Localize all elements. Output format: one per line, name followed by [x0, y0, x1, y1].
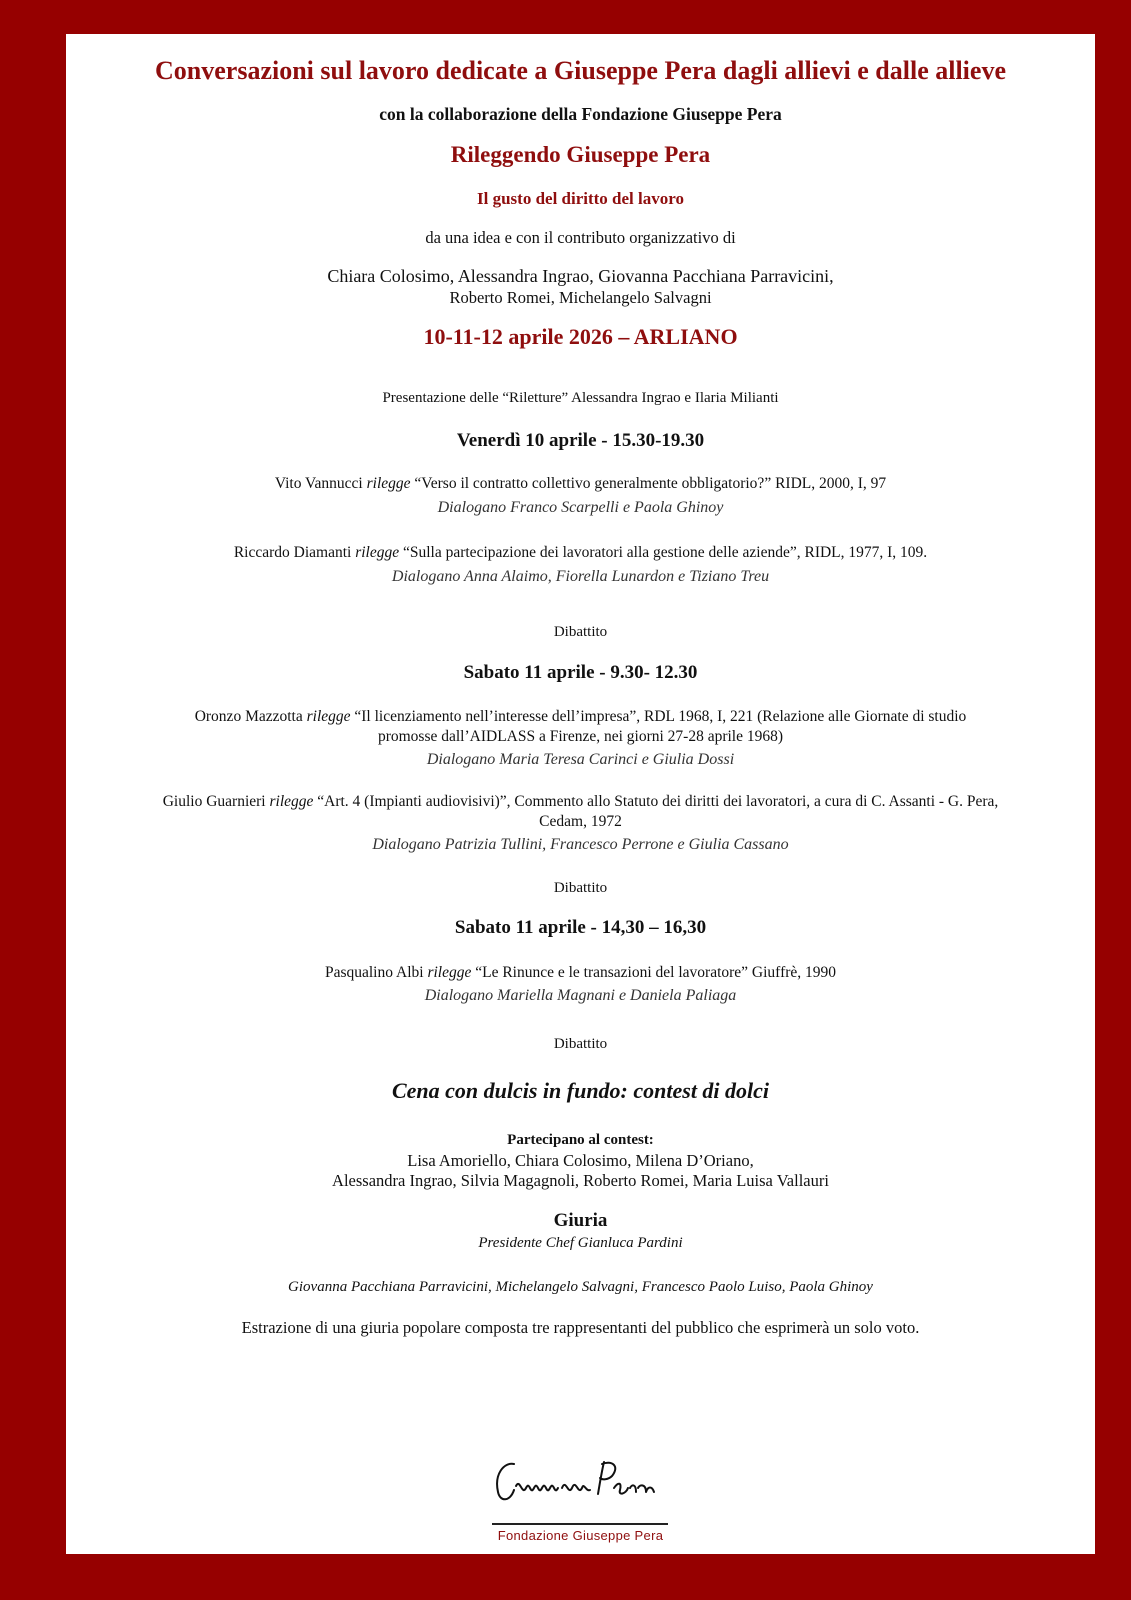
- participants-line-1: Lisa Amoriello, Chiara Colosimo, Milena D’Oriano,: [407, 1151, 754, 1170]
- talk-speaker: Vito Vannucci: [274, 475, 363, 492]
- talk-line: [66, 793, 1095, 811]
- organizers-line-1: Chiara Colosimo, Alessandra Ingrao, Giovanna Pacchiana Parravicini,: [327, 266, 834, 286]
- idea-line: da una idea e con il contributo organizzativo di: [425, 228, 736, 247]
- talk-verb: rilegge: [366, 475, 411, 492]
- talk-line: [66, 708, 1095, 726]
- foundation-name: Fondazione Giuseppe Pera: [497, 1528, 664, 1543]
- talk-text: “Art. 4 (Impianti audiovisivi)”, Commento allo Statuto dei diritti dei lavoratori, a cura di C. Assanti - G. Pera,: [317, 793, 999, 810]
- talk-text: “Verso il contratto collettivo generalmente obbligatorio?” RIDL, 2000, I, 97: [414, 475, 887, 492]
- organizers-line-2: Roberto Romei, Michelangelo Salvagni: [449, 288, 712, 307]
- participants-line-2: Alessandra Ingrao, Silvia Magagnoli, Roberto Romei, Maria Luisa Vallauri: [332, 1171, 829, 1190]
- popular-jury-line: Estrazione di una giuria popolare composta tre rappresentanti del pubblico che esprimerà un solo voto.: [241, 1318, 920, 1337]
- session-heading: Sabato 11 aprile - 14,30 – 16,30: [454, 917, 707, 938]
- talk-line: [66, 964, 1095, 982]
- talk-text: “Le Rinunce e le transazioni del lavoratore” Giuffrè, 1990: [475, 964, 837, 981]
- talk-dialogue: Dialogano Patrizia Tullini, Francesco Perrone e Giulia Cassano: [372, 836, 789, 853]
- event-date-place: 10-11-12 aprile 2026 – ARLIANO: [423, 324, 738, 349]
- session-heading: Sabato 11 aprile - 9.30- 12.30: [463, 662, 698, 683]
- signature-image: [486, 1452, 676, 1522]
- talk-dialogue: Dialogano Maria Teresa Carinci e Giulia Dossi: [426, 751, 735, 768]
- participants-label: Partecipano al contest:: [507, 1132, 654, 1148]
- talk-line: [66, 475, 1095, 493]
- talk-verb: rilegge: [269, 793, 314, 810]
- talk-speaker: Pasqualino Albi: [324, 964, 424, 981]
- talk-verb: rilegge: [427, 964, 472, 981]
- debate-label: Dibattito: [553, 880, 608, 896]
- talk-speaker: Riccardo Diamanti: [233, 544, 352, 561]
- talk-dialogue: Dialogano Franco Scarpelli e Paola Ghinoy: [437, 499, 724, 516]
- talk-text-continued: Cedam, 1972: [539, 813, 622, 830]
- collaboration-line: con la collaborazione della Fondazione Giuseppe Pera: [379, 104, 782, 124]
- talk-dialogue: Dialogano Mariella Magnani e Daniela Paliaga: [424, 987, 737, 1004]
- presentation-line: Presentazione delle “Riletture” Alessandra Ingrao e Ilaria Milianti: [382, 390, 779, 406]
- talk-speaker: Oronzo Mazzotta: [194, 708, 303, 725]
- signature-underline: [492, 1523, 668, 1525]
- talk-text-continued: promosse dall’AIDLASS a Firenze, nei giorni 27-28 aprile 1968): [377, 728, 784, 745]
- flyer-sheet: [66, 34, 1095, 1554]
- talk-text: “Sulla partecipazione dei lavoratori alla gestione delle aziende”, RIDL, 1977, I, 109.: [402, 544, 928, 561]
- dinner-title: Cena con dulcis in fundo: contest di dolci: [391, 1078, 770, 1103]
- talk-line: [66, 544, 1095, 562]
- debate-label: Dibattito: [553, 624, 608, 640]
- page-title: Conversazioni sul lavoro dedicate a Giuseppe Pera dagli allievi e dalle allieve: [155, 56, 1006, 85]
- jury-members: Giovanna Pacchiana Parravicini, Michelangelo Salvagni, Francesco Paolo Luiso, Paola Ghinoy: [288, 1279, 873, 1295]
- jury-label: Giuria: [553, 1210, 608, 1231]
- jury-president: Presidente Chef Gianluca Pardini: [478, 1235, 683, 1251]
- talk-verb: rilegge: [306, 708, 351, 725]
- talk-text: “Il licenziamento nell’interesse dell’impresa”, RDL 1968, I, 221 (Relazione alle Giornate di studio: [354, 708, 967, 725]
- event-subtitle: Il gusto del diritto del lavoro: [477, 189, 684, 208]
- talk-dialogue: Dialogano Anna Alaimo, Fiorella Lunardon e Tiziano Treu: [391, 568, 770, 585]
- session-heading: Venerdì 10 aprile - 15.30-19.30: [456, 430, 705, 451]
- talk-speaker: Giulio Guarnieri: [162, 793, 266, 810]
- event-title: Rileggendo Giuseppe Pera: [450, 142, 711, 167]
- talk-verb: rilegge: [355, 544, 400, 561]
- debate-label: Dibattito: [553, 1036, 608, 1052]
